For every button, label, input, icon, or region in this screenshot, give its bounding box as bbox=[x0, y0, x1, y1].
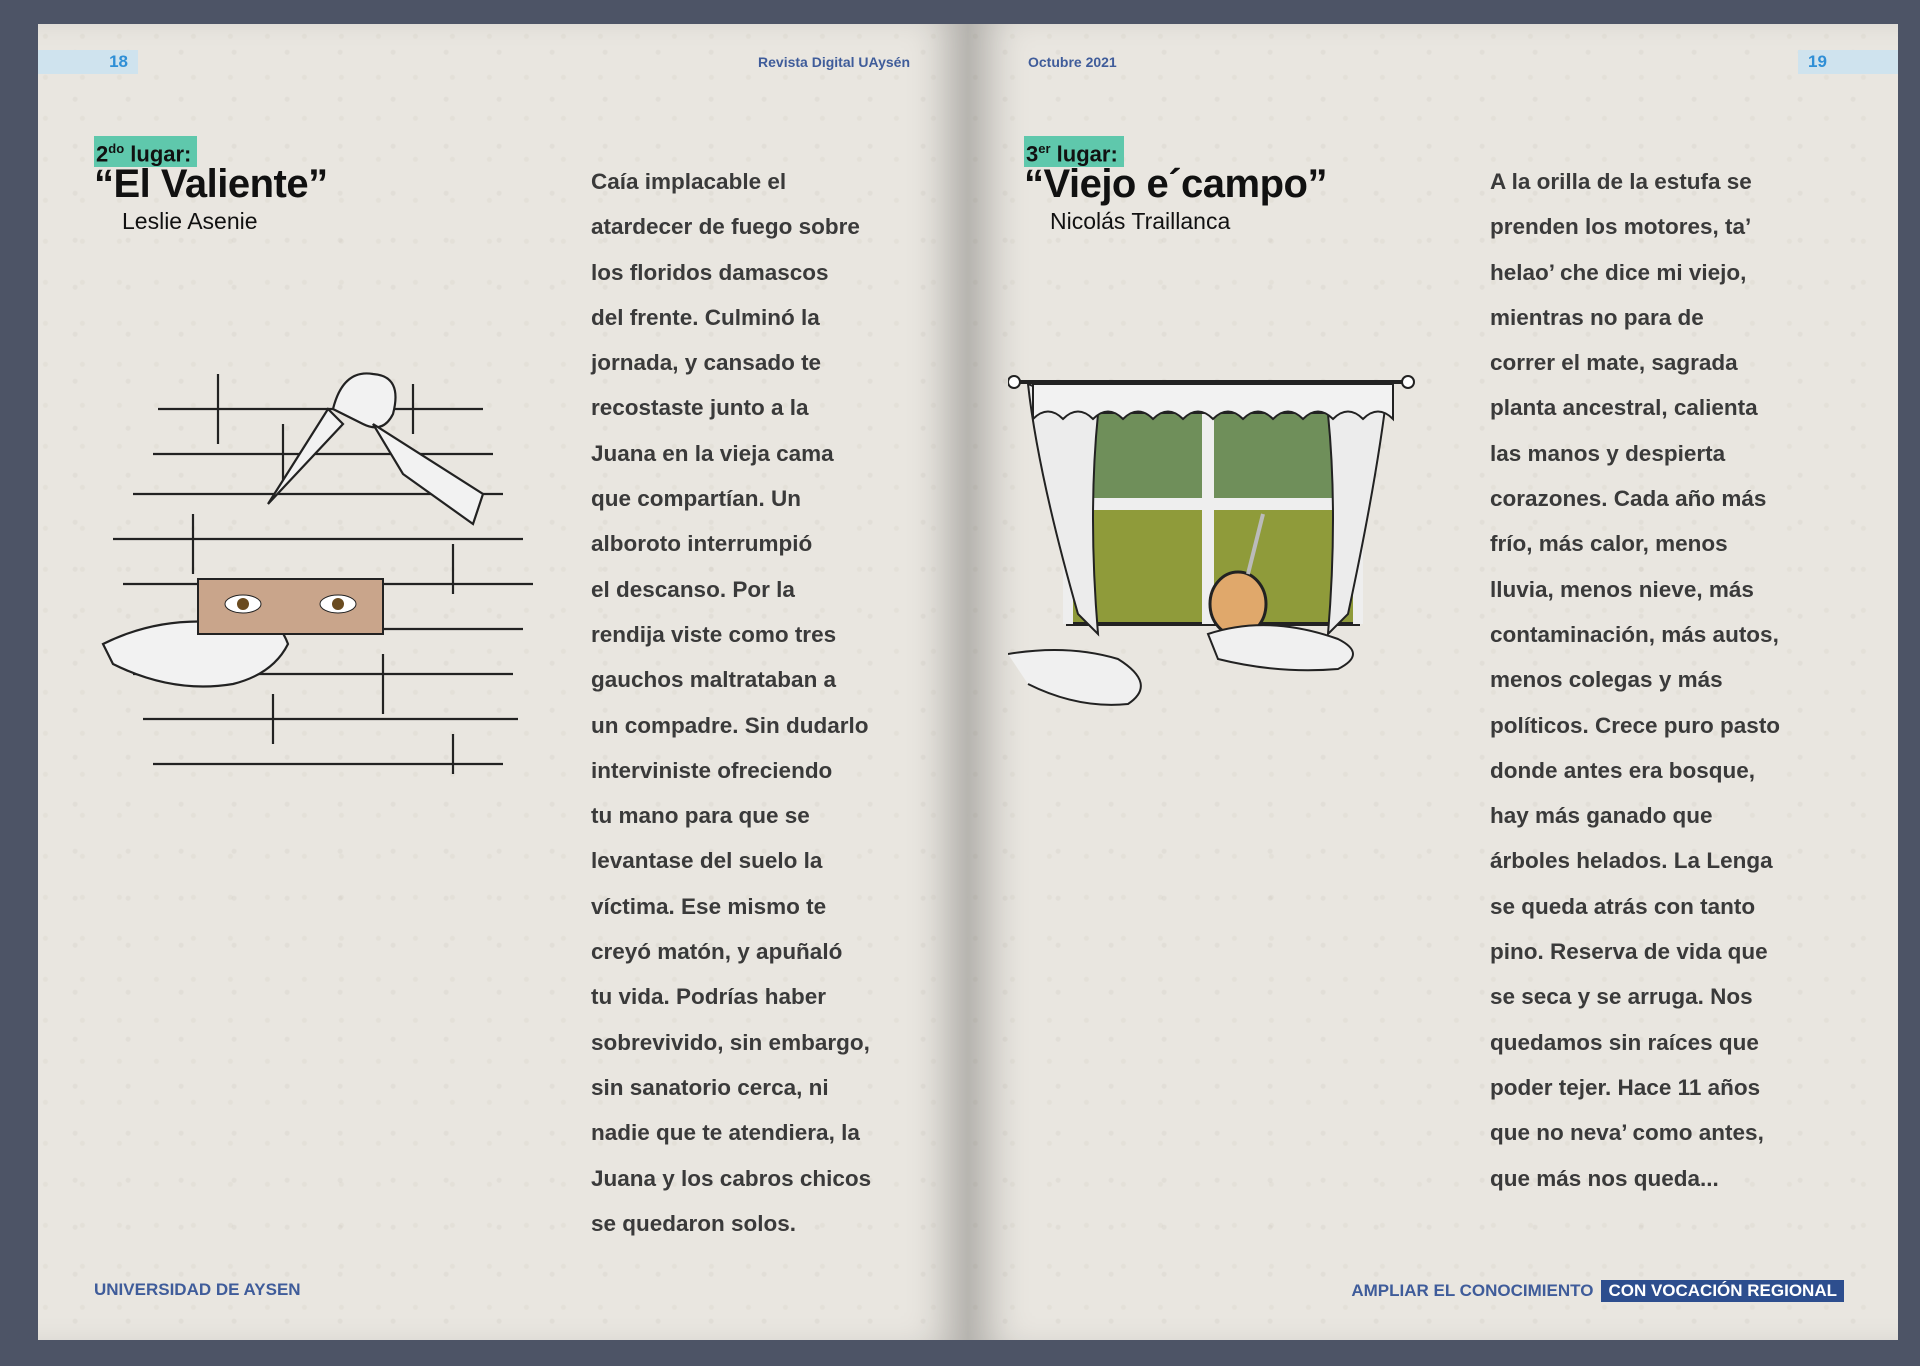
story-line: atardecer de fuego sobre bbox=[591, 214, 860, 240]
story-line: el descanso. Por la bbox=[591, 576, 795, 602]
place-label: lugar: bbox=[1056, 141, 1118, 167]
story-line: planta ancestral, calienta bbox=[1490, 395, 1758, 421]
story-line: pino. Reserva de vida que bbox=[1490, 939, 1768, 965]
story-line: A la orilla de la estufa se bbox=[1490, 169, 1752, 194]
story-line: correr el mate, sagrada bbox=[1490, 350, 1738, 376]
story-line: gauchos maltrataban a bbox=[591, 667, 837, 693]
story-line: se seca y se arruga. Nos bbox=[1490, 984, 1753, 1010]
story-line: sin sanatorio cerca, ni bbox=[591, 1074, 829, 1100]
story-line: Caía implacable el bbox=[591, 169, 787, 194]
story-line: mientras no para de bbox=[1490, 304, 1704, 330]
running-header: Octubre 2021 bbox=[1028, 54, 1117, 70]
story-line: hay más ganado que bbox=[1490, 803, 1713, 829]
magazine-spread bbox=[38, 24, 1898, 1340]
story-line: víctima. Ese mismo te bbox=[591, 893, 827, 919]
story-line: menos colegas y más bbox=[1490, 667, 1723, 693]
story-line: interviniste ofreciendo bbox=[591, 757, 833, 783]
story-line: contaminación, más autos, bbox=[1490, 621, 1779, 647]
story-line: un compadre. Sin dudarlo bbox=[591, 712, 869, 738]
story-line: poder tejer. Hace 11 años bbox=[1490, 1074, 1761, 1100]
story-author: Nicolás Traillanca bbox=[1050, 208, 1231, 234]
story-line: corazones. Cada año más bbox=[1490, 486, 1767, 512]
story-line: se queda atrás con tanto bbox=[1490, 893, 1756, 919]
page-number: 18 bbox=[38, 50, 138, 74]
story-line: que no neva’ como antes, bbox=[1490, 1120, 1764, 1146]
story-line: helao’ che dice mi viejo, bbox=[1490, 259, 1747, 285]
story-line: que más nos queda... bbox=[1490, 1165, 1719, 1191]
right-page bbox=[968, 24, 1898, 1340]
story-line: se quedaron solos. bbox=[591, 1210, 797, 1236]
running-header: Revista Digital UAysén bbox=[758, 54, 910, 70]
story-title: “Viejo e´campo” bbox=[1024, 162, 1327, 206]
story-line: del frente. Culminó la bbox=[591, 304, 820, 330]
story-line: árboles helados. La Lenga bbox=[1490, 848, 1773, 874]
story-line: alboroto interrumpió bbox=[591, 531, 813, 557]
story-title: “El Valiente” bbox=[94, 162, 328, 206]
story-text bbox=[1490, 159, 1780, 1201]
left-page bbox=[38, 24, 968, 1340]
place-label: lugar: bbox=[130, 141, 192, 167]
story-line: lluvia, menos nieve, más bbox=[1490, 576, 1754, 602]
footer-slogan-highlight: CON VOCACIÓN REGIONAL bbox=[1601, 1280, 1844, 1302]
story-line: Juana en la vieja cama bbox=[591, 440, 834, 466]
story-line: políticos. Crece puro pasto bbox=[1490, 712, 1781, 738]
story-line: levantase del suelo la bbox=[591, 848, 823, 874]
story-line: tu mano para que se bbox=[591, 803, 810, 829]
story-line: frío, más calor, menos bbox=[1490, 531, 1728, 557]
story-line: jornada, y cansado te bbox=[591, 350, 822, 376]
story-line: las manos y despierta bbox=[1490, 440, 1726, 466]
story-line: creyó matón, y apuñaló bbox=[591, 939, 843, 965]
footer-slogan-text: AMPLIAR EL CONOCIMIENTO bbox=[1351, 1281, 1594, 1300]
story-line: donde antes era bosque, bbox=[1490, 757, 1756, 783]
page-number: 19 bbox=[1798, 50, 1898, 74]
story-text bbox=[591, 159, 871, 1246]
story-line: los floridos damascos bbox=[591, 259, 829, 285]
story-line: rendija viste como tres bbox=[591, 621, 837, 647]
footer-university: UNIVERSIDAD DE AYSEN bbox=[94, 1280, 301, 1299]
story-line: prenden los motores, ta’ bbox=[1490, 214, 1752, 240]
story-line: tu vida. Podrías haber bbox=[591, 984, 827, 1010]
story-line: Juana y los cabros chicos bbox=[591, 1165, 872, 1191]
story-line: sobrevivido, sin embargo, bbox=[591, 1029, 870, 1055]
footer-slogan bbox=[1351, 1280, 1844, 1302]
fence-knife-illustration bbox=[73, 364, 543, 794]
story-line: nadie que te atendiera, la bbox=[591, 1120, 860, 1146]
story-line: recostaste junto a la bbox=[591, 395, 809, 421]
window-mate-illustration bbox=[1008, 354, 1428, 734]
story-line: quedamos sin raíces que bbox=[1490, 1029, 1759, 1055]
story-line: que compartían. Un bbox=[591, 486, 802, 512]
place-number: 2 bbox=[96, 141, 109, 167]
story-author: Leslie Asenie bbox=[122, 208, 258, 234]
place-suffix: do bbox=[108, 141, 125, 156]
place-number: 3 bbox=[1026, 141, 1039, 167]
place-suffix: er bbox=[1038, 141, 1051, 156]
